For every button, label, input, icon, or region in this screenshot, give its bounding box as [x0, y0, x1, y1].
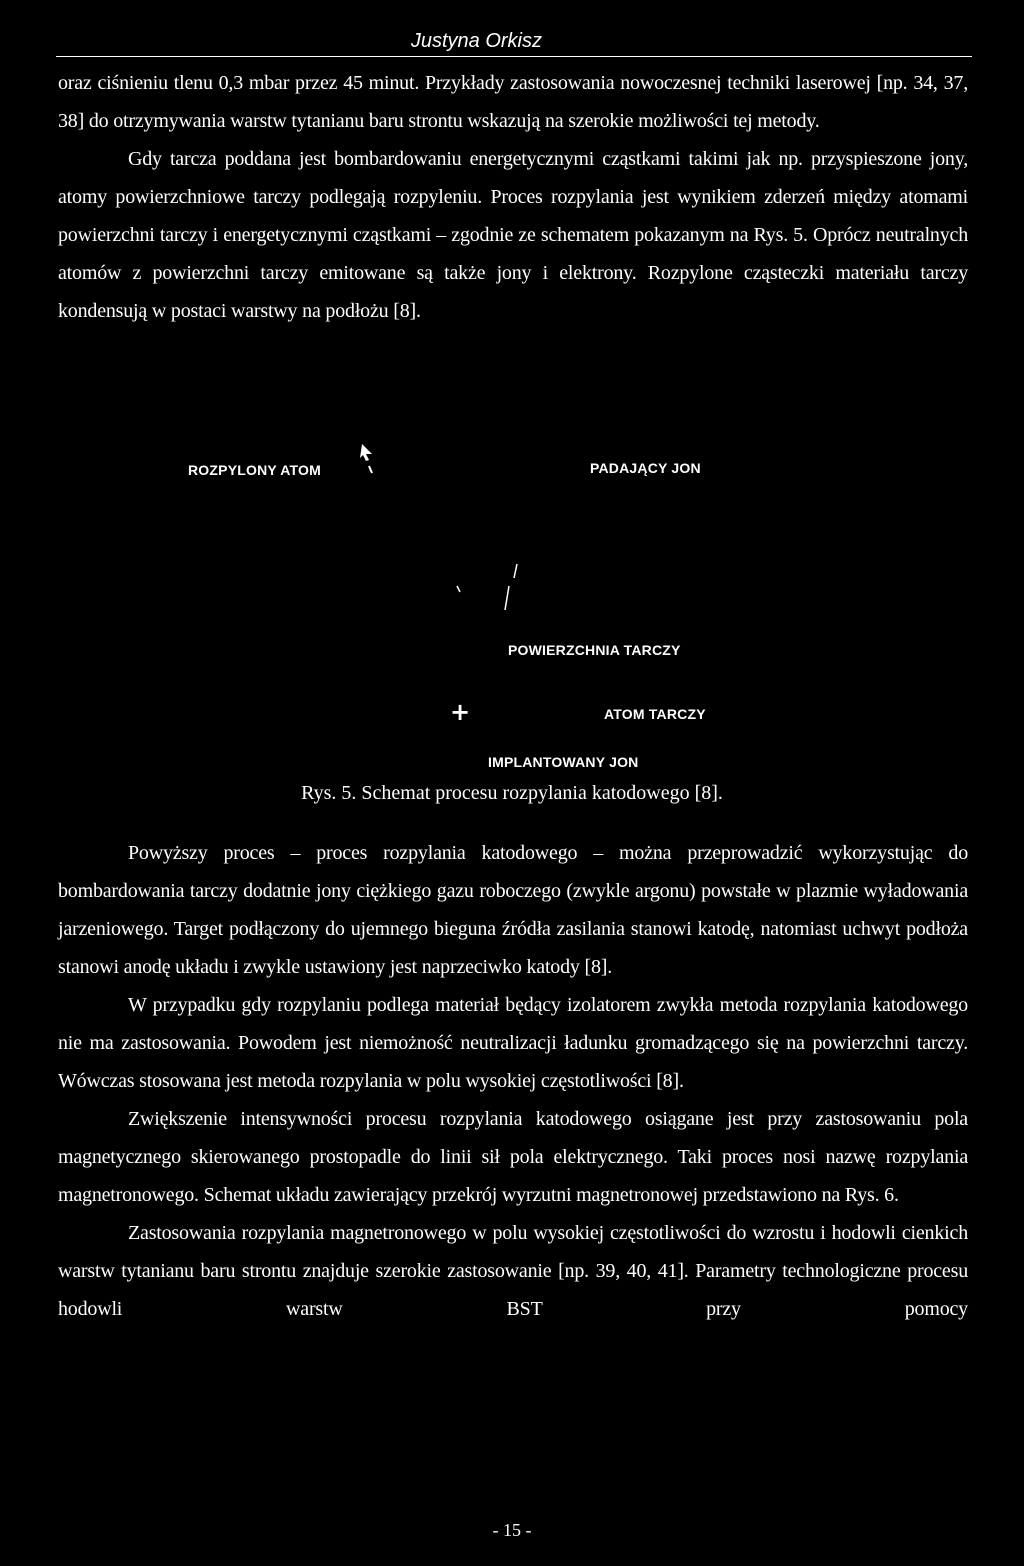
paragraph: Zastosowania rozpylania magnetronowego w polu wysokiej częstotliwości do wzrostu i hodowli cienkich warstw tytanianu baru strontu znajduje szerokie zastosowanie [np. 39, 40, 41]. Parametry technologiczne procesu hodowli warstw BST przy pomocy — [58, 1222, 968, 1320]
text-block-bottom — [58, 834, 968, 1328]
trajectory-mark — [369, 466, 372, 473]
paragraph: Zwiększenie intensywności procesu rozpylania katodowego osiągane jest przy zastosowaniu pola magnetycznego skierowanego prostopadle do linii sił pola elektrycznego. Taki proces nosi nazwę rozpylania magnetronowego. Schemat układu zawierający przekrój wyrzutni magnetronowej przedstawiono na Rys. 6. — [58, 1108, 968, 1206]
label-sputtered-atom: ROZPYLONY ATOM — [188, 462, 321, 478]
text-block-top — [58, 64, 968, 330]
trajectory-mark — [505, 586, 509, 610]
sputtering-diagram-graphic — [0, 440, 1024, 770]
paragraph: Gdy tarcza poddana jest bombardowaniu energetycznymi cząstkami takimi jak np. przyspieszone jony, atomy powierzchniowe tarczy podlegają rozpyleniu. Proces rozpylania jest wynikiem zderzeń między atomami powierzchni tarczy i energetycznymi cząstkami – zgodnie ze schematem pokazanym na Rys. 5. Oprócz neutralnych atomów z powierzchni tarczy emitowane są także jony i elektrony. Rozpylone cząsteczki materiału tarczy kondensują w postaci warstwy na podłożu [8]. — [58, 148, 968, 322]
trajectory-mark — [514, 564, 517, 578]
sputtering-diagram — [0, 440, 1024, 770]
arrow-icon — [360, 444, 372, 461]
paragraph: oraz ciśnieniu tlenu 0,3 mbar przez 45 minut. Przykłady zastosowania nowoczesnej techniki laserowej [np. 34, 37, 38] do otrzymywania warstw tytanianu baru strontu wskazują na szerokie możliwości tej metody. — [58, 72, 968, 132]
plus-icon: + — [450, 698, 471, 726]
label-incident-ion: PADAJĄCY JON — [590, 460, 701, 476]
page-header — [56, 30, 972, 57]
header-author: Justyna Orkisz — [410, 30, 542, 52]
paragraph: W przypadku gdy rozpylaniu podlega materiał będący izolatorem zwykła metoda rozpylania katodowego nie ma zastosowania. Powodem jest niemożność neutralizacji ładunku gromadzącego się na powierzchni tarczy. Wówczas stosowana jest metoda rozpylania w polu wysokiej częstotliwości [8]. — [58, 994, 968, 1092]
figure-caption: Rys. 5. Schemat procesu rozpylania katodowego [8]. — [301, 782, 723, 804]
trajectory-mark — [457, 586, 460, 592]
label-target-atom: ATOM TARCZY — [604, 706, 706, 722]
label-target-surface: POWIERZCHNIA TARCZY — [508, 642, 681, 658]
page-number: - 15 - — [492, 1520, 532, 1540]
paragraph: Powyższy proces – proces rozpylania katodowego – można przeprowadzić wykorzystując do bombardowania tarczy dodatnie jony ciężkiego gazu roboczego (zwykle argonu) powstałe w plazmie wyładowania jarzeniowego. Target podłączony do ujemnego bieguna źródła zasilania stanowi katodę, natomiast uchwyt podłoża stanowi anodę układu i zwykle ustawiony jest naprzeciwko katody [8]. — [58, 842, 968, 978]
label-implanted-ion: IMPLANTOWANY JON — [488, 754, 639, 770]
